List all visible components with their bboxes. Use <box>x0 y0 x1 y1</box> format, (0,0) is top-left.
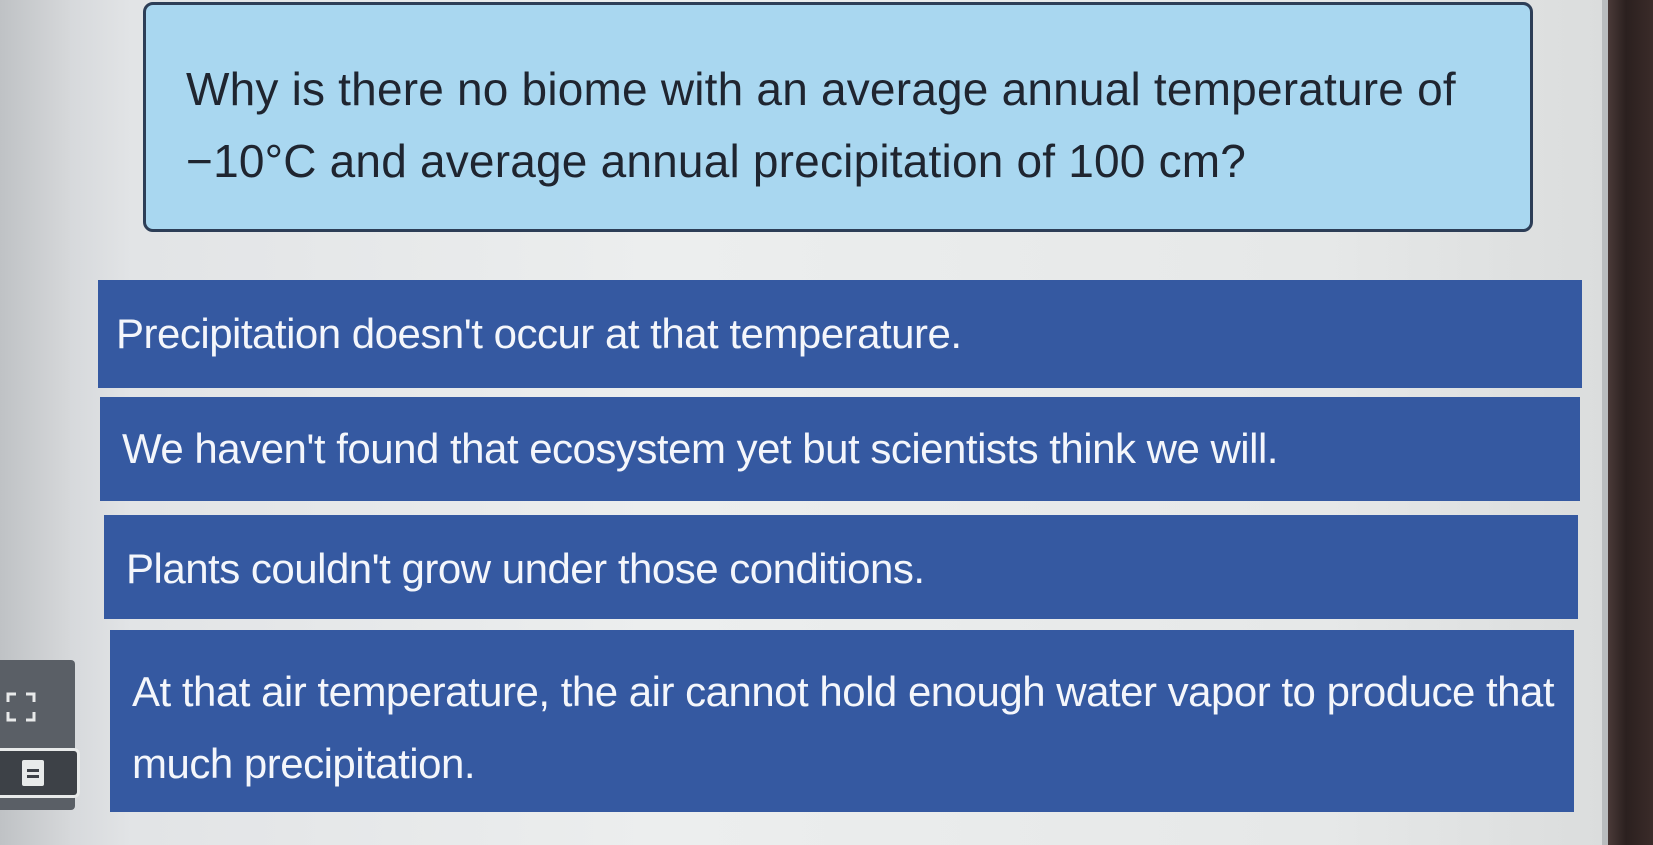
answer-option-1[interactable] <box>98 280 1582 388</box>
answer-option-3[interactable] <box>104 515 1578 619</box>
answer-option-label: Precipitation doesn't occur at that temperature. <box>116 310 962 357</box>
document-button[interactable] <box>0 748 80 798</box>
answer-option-4[interactable] <box>110 630 1574 812</box>
answer-option-label: At that air temperature, the air cannot hold enough water vapor to produce that much precipitation. <box>132 668 1555 787</box>
answer-option-label: Plants couldn't grow under those conditions. <box>126 545 925 592</box>
document-icon <box>22 760 44 786</box>
answer-option-2[interactable] <box>100 397 1580 501</box>
question-card <box>143 2 1533 232</box>
question-text: Why is there no biome with an average annual temperature of −10°C and average annual precipitation of 100 cm? <box>186 63 1456 187</box>
monitor-bezel <box>1608 0 1653 845</box>
expand-icon[interactable] <box>6 692 36 722</box>
answer-option-label: We haven't found that ecosystem yet but scientists think we will. <box>122 425 1278 472</box>
